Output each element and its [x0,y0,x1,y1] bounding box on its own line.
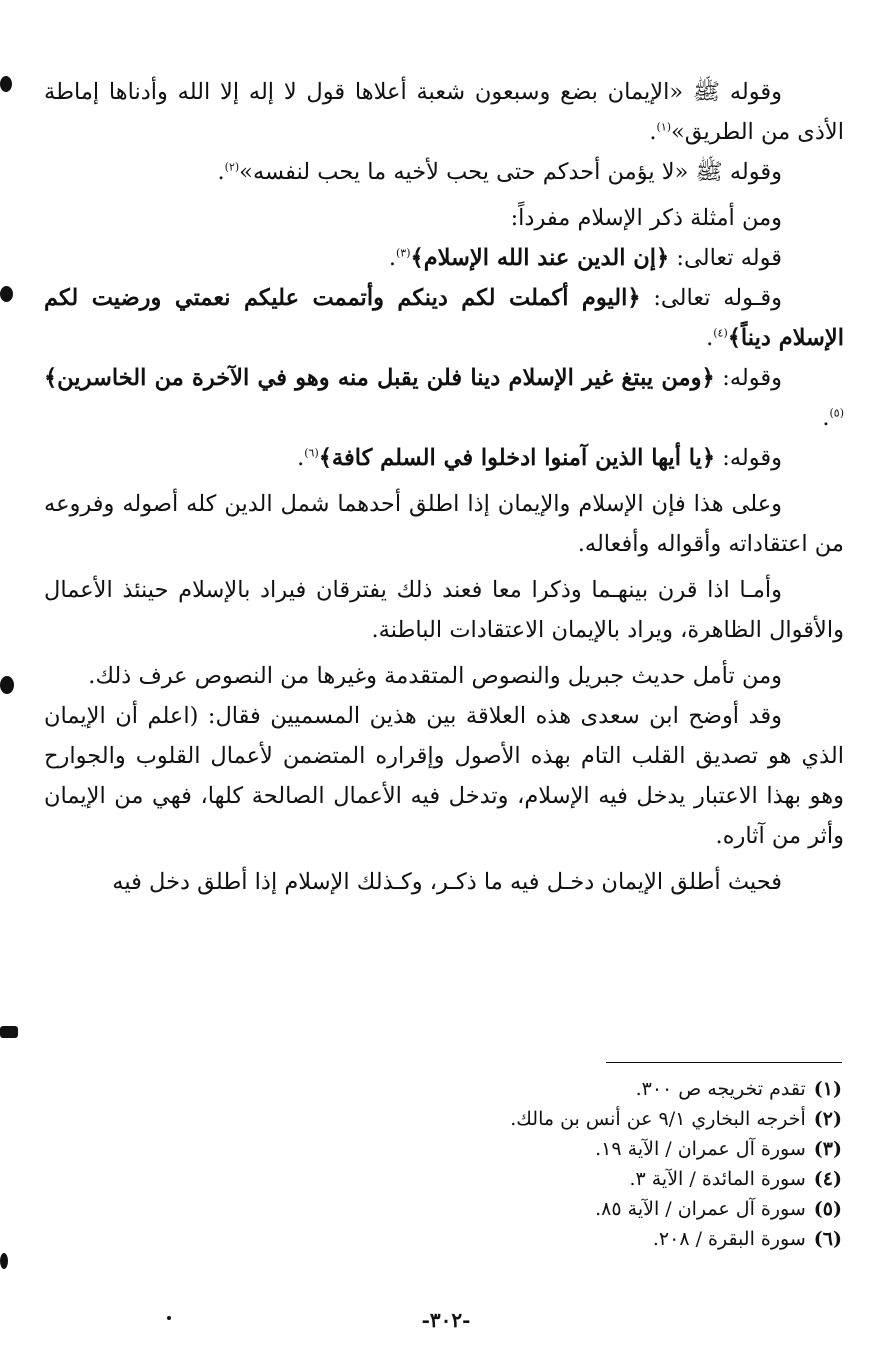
footnote-number: (٦) [813,1228,842,1250]
footnote-item [82,1224,842,1254]
paragraph-verse-1 [44,238,844,278]
footnote-number: (٣) [813,1138,842,1160]
paragraph-jibril-hadith: ومن تأمل حديث جبريل والنصوص المتقدمة وغيرها من النصوص عرف ذلك. [88,663,782,689]
quran-verse: ﴿ومن يبتغ غير الإسلام دينا فلن يقبل منه وهو في الآخرة من الخاسرين﴾ [44,365,715,391]
footnote-text: سورة المائدة / الآية ٣. [629,1168,806,1190]
footnote-item [82,1104,842,1134]
footnote-number: (١) [813,1078,842,1100]
scan-dot [167,1316,171,1320]
punctuation: . [649,119,657,145]
paragraph-continuation: فحيث أطلق الإيمان دخـل فيه ما ذكـر، وكـذلك الإسلام إذا أطلق دخل فيه [112,869,782,895]
footnote-item [82,1074,842,1104]
paragraph-verse-2 [44,278,844,358]
footnote-number: (٤) [813,1168,842,1190]
scan-blot [0,1253,8,1269]
punctuation: . [297,445,305,471]
scan-blot [0,286,13,302]
footnote-text: تقدم تخريجه ص ٣٠٠. [635,1078,806,1100]
footnote-ref[interactable]: (٦) [304,446,319,460]
scan-blot [0,1026,18,1038]
quran-verse: ﴿يا أيها الذين آمنوا ادخلوا في السلم كافة﴾ [318,445,716,471]
footnote-number: (٢) [813,1108,842,1130]
verse-intro: وقوله: [715,445,782,471]
footnote-number: (٥) [813,1198,842,1220]
quran-verse: ﴿اليوم أكملت لكم دينكم وأتممت عليكم نعمتي ورضيت لكم الإسلام ديناً﴾ [44,285,844,351]
verse-intro: وقـوله تعالى: [640,285,782,311]
punctuation: . [706,325,714,351]
punctuation: . [822,405,830,431]
footnote-item [82,1134,842,1164]
paragraph-general-meaning: وعلى هذا فإن الإسلام والإيمان إذا اطلق أحدهما شمل الدين كله أصوله وفروعه من اعتقاداته وأقواله وأفعاله. [44,491,844,557]
paragraph-ibn-saadi-quote: وقد أوضح ابن سعدى هذه العلاقة بين هذين المسميين فقال: (اعلم أن الإيمان الذي هو تصديق القلب التام بهذه الأصول وإقراره المتضمن لأعمال القلوب والجوارح وهو بهذا الاعتبار يدخل فيه الإسلام، وتدخل فيه الأعمال الصالحة كلها، فهي من الإيمان وأثر من آثاره. [44,703,844,849]
footnote-text: سورة آل عمران / الآية ١٩. [595,1138,806,1160]
footnotes [82,1074,842,1254]
footnote-text: سورة البقرة / ٢٠٨. [652,1228,806,1250]
paragraph-hadith-love-brother [44,152,844,192]
footnote-divider [606,1062,842,1063]
footnote-ref[interactable]: (٢) [224,160,240,174]
paragraph-text: وقوله ﷺ «الإيمان بضع وسبعون شعبة أعلاها قول لا إله إلا الله وأدناها إماطة الأذى من الطريق» [44,79,844,145]
page-body [44,72,844,902]
footnote-ref[interactable]: (٣) [396,246,411,260]
paragraph-verse-3 [44,358,844,438]
paragraph-text: وقوله ﷺ «لا يؤمن أحدكم حتى يحب لأخيه ما يحب لنفسه» [239,159,782,185]
punctuation: . [388,245,396,271]
paragraph-hadith-iman-branches [44,72,844,152]
footnote-item [82,1164,842,1194]
scan-blot [0,76,12,92]
paragraph-examples-heading: ومن أمثلة ذكر الإسلام مفرداً: [510,205,782,231]
page-number: -٣٠٢- [421,1308,471,1332]
footnote-ref[interactable]: (٤) [713,326,728,340]
footnote-ref[interactable]: (١) [656,120,672,134]
paragraph-distinct-meaning: وأمـا اذا قرن بينهـما وذكرا معا فعند ذلك يفترقان فيراد بالإسلام حينئذ الأعمال والأقوال الظاهرة، ويراد بالإيمان الاعتقادات الباطنة. [44,577,844,643]
footnote-ref[interactable]: (٥) [829,406,844,420]
footnote-item [82,1194,842,1224]
footnote-text: أخرجه البخاري ٩/١ عن أنس بن مالك. [510,1108,806,1130]
punctuation: . [217,159,225,185]
footnote-text: سورة آل عمران / الآية ٨٥. [595,1198,806,1220]
verse-intro: وقوله: [714,365,782,391]
paragraph-verse-4 [44,438,844,478]
verse-intro: قوله تعالى: [669,245,782,271]
scan-blot [0,676,14,694]
quran-verse: ﴿إن الدين عند الله الإسلام﴾ [410,245,670,271]
